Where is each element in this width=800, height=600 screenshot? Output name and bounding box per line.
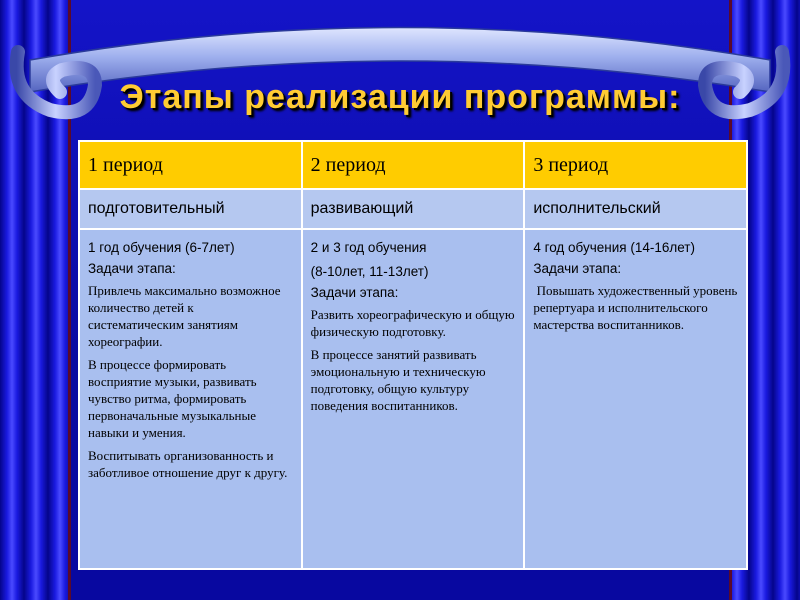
stage-details-1 (79, 229, 302, 569)
study-ages: (8-10лет, 11-13лет) (310, 264, 429, 279)
task-paragraph: В процессе формировать восприятие музыки, развивать чувство ритма, формировать первоначальные музыкальные навыки и умения. (88, 357, 257, 440)
program-stages-table (78, 140, 748, 570)
task-paragraph: Повышать художественный уровень репертуара и исполнительского мастерства воспитанников. (533, 283, 741, 332)
stage-name-3: исполнительский (524, 189, 747, 229)
task-paragraph: Воспитывать организованность и заботливое отношение друг к другу. (88, 448, 288, 480)
task-paragraph: Развить хореографическую и общую физическую подготовку. (310, 307, 515, 339)
period-header-2: 2 период (302, 141, 525, 189)
stage-name-row (79, 189, 747, 229)
stage-name-1: подготовительный (79, 189, 302, 229)
tasks-label: Задачи этапа: (310, 285, 399, 300)
period-header-3: 3 период (524, 141, 747, 189)
tasks-label: Задачи этапа: (533, 261, 622, 276)
tasks-label: Задачи этапа: (88, 261, 176, 276)
task-paragraph: В процессе занятий развивать эмоциональную и техническую подготовку, общую культуру поведения воспитанников. (310, 347, 486, 413)
stage-name-2: развивающий (302, 189, 525, 229)
stage-details-row (79, 229, 747, 569)
study-year: 4 год обучения (14-16лет) (533, 240, 695, 255)
task-paragraph: Привлечь максимально возможное количество детей к систематическим занятиям хореографии. (88, 283, 281, 349)
stage-details-3 (524, 229, 747, 569)
period-header-1: 1 период (79, 141, 302, 189)
ribbon-scroll-banner (0, 0, 800, 140)
study-year: 1 год обучения (6-7лет) (88, 240, 235, 255)
period-header-row (79, 141, 747, 189)
stage-details-2 (302, 229, 525, 569)
study-year: 2 и 3 год обучения (310, 240, 427, 255)
slide-title: Этапы реализации программы: (119, 78, 681, 116)
